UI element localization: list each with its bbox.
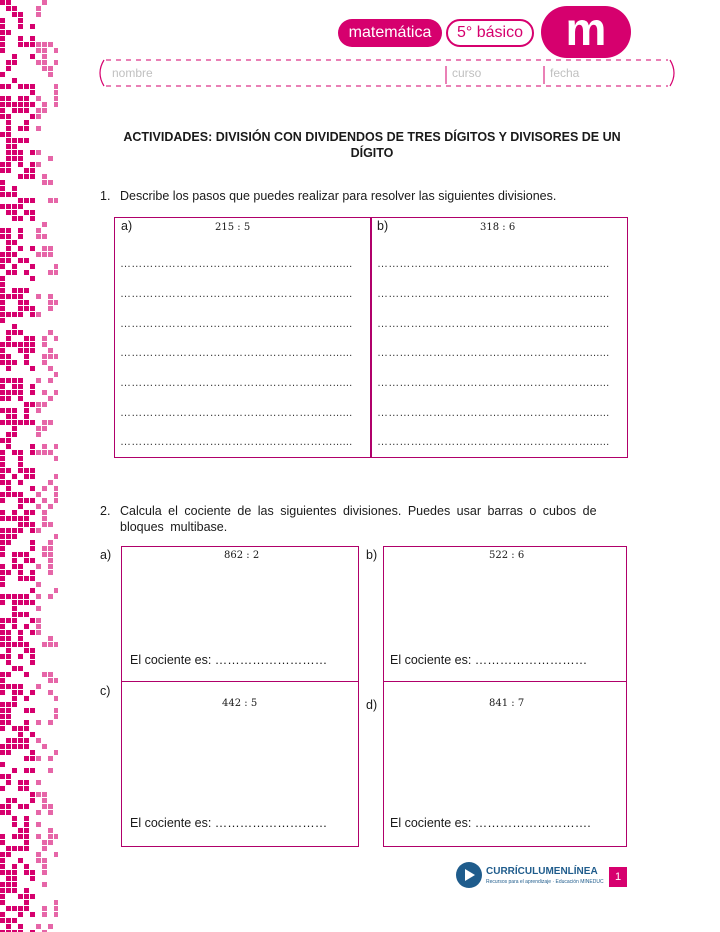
q1-b-dotline[interactable]: …………………………………………………...... [377, 258, 610, 270]
q1-a-dotline[interactable]: …………………………………………………...... [120, 347, 353, 359]
name-field[interactable]: nombre [112, 66, 153, 80]
q2-c-label: c) [100, 684, 111, 698]
q2-a-label: a) [100, 548, 112, 562]
q1-b-dotline[interactable]: …………………………………………………...... [377, 288, 610, 300]
q2-b-answer: El cociente es: ……………………… [390, 653, 588, 667]
q2-d-label: d) [366, 698, 378, 712]
decorative-pattern [0, 0, 58, 932]
q1-text: Describe los pasos que puedes realizar para resolver las siguientes divisiones. [120, 189, 557, 203]
m-logo: m [541, 6, 631, 58]
q1-a-dotline[interactable]: …………………………………………………...... [120, 288, 353, 300]
page-title: ACTIVIDADES: DIVISIÓN CON DIVIDENDOS DE TRES DÍGITOS Y DIVISORES DE UN DÍGITO [123, 130, 621, 160]
q1-a-dotline[interactable]: …………………………………………………...... [120, 436, 353, 448]
q1-b-dotline[interactable]: …………………………………………………...... [377, 347, 610, 359]
q1-number: 1. [100, 189, 111, 203]
q2-d-box[interactable] [383, 681, 627, 847]
q2-b-box[interactable] [383, 546, 627, 682]
q2-a-box[interactable] [121, 546, 359, 682]
q1-a-dotline[interactable]: …………………………………………………...... [120, 258, 353, 270]
q2-d-division: 841 : 7 [489, 698, 525, 709]
footer-tagline: Recursos para el aprendizaje · Educación MINEDUC [486, 879, 604, 885]
q1-a-dotline[interactable]: …………………………………………………...... [120, 318, 353, 330]
q1-b-dotline[interactable]: …………………………………………………...... [377, 436, 610, 448]
footer-brand: CURRÍCULUMENLÍNEA [486, 866, 598, 877]
q2-b-division: 522 : 6 [489, 550, 525, 561]
q1-b-dotline[interactable]: …………………………………………………...... [377, 407, 610, 419]
q1-b-division: 318 : 6 [480, 222, 516, 233]
date-field[interactable]: fecha [550, 66, 580, 80]
q2-d-answer: El cociente es: ………………………. [390, 816, 591, 830]
q1-b-label: b) [377, 219, 389, 233]
student-info-line [96, 58, 678, 88]
q2-a-division: 862 : 2 [224, 550, 260, 561]
q2-c-box[interactable] [121, 681, 359, 847]
q2-text: Calcula el cociente de las siguientes divisiones. Puedes usar barras o cubos de bloques multibase. [120, 504, 597, 534]
subject-badge: matemática [338, 19, 442, 47]
q1-a-division: 215 : 5 [215, 222, 251, 233]
curriculum-en-linea-logo [456, 862, 606, 890]
q2-c-division: 442 : 5 [222, 698, 258, 709]
play-icon [456, 862, 482, 888]
q1-b-dotline[interactable]: …………………………………………………...... [377, 377, 610, 389]
course-field[interactable]: curso [452, 66, 482, 80]
q1-a-dotline[interactable]: …………………………………………………...... [120, 407, 353, 419]
page-number: 1 [609, 867, 627, 887]
q1-divider [370, 217, 372, 458]
grade-badge: 5° básico [446, 19, 534, 47]
q2-b-label: b) [366, 548, 378, 562]
q2-number: 2. [100, 504, 111, 518]
q1-a-dotline[interactable]: …………………………………………………...... [120, 377, 353, 389]
q2-c-answer: El cociente es: ……………………… [130, 816, 328, 830]
q2-a-answer: El cociente es: ……………………… [130, 653, 328, 667]
q1-a-label: a) [121, 219, 133, 233]
q1-b-dotline[interactable]: …………………………………………………...... [377, 318, 610, 330]
